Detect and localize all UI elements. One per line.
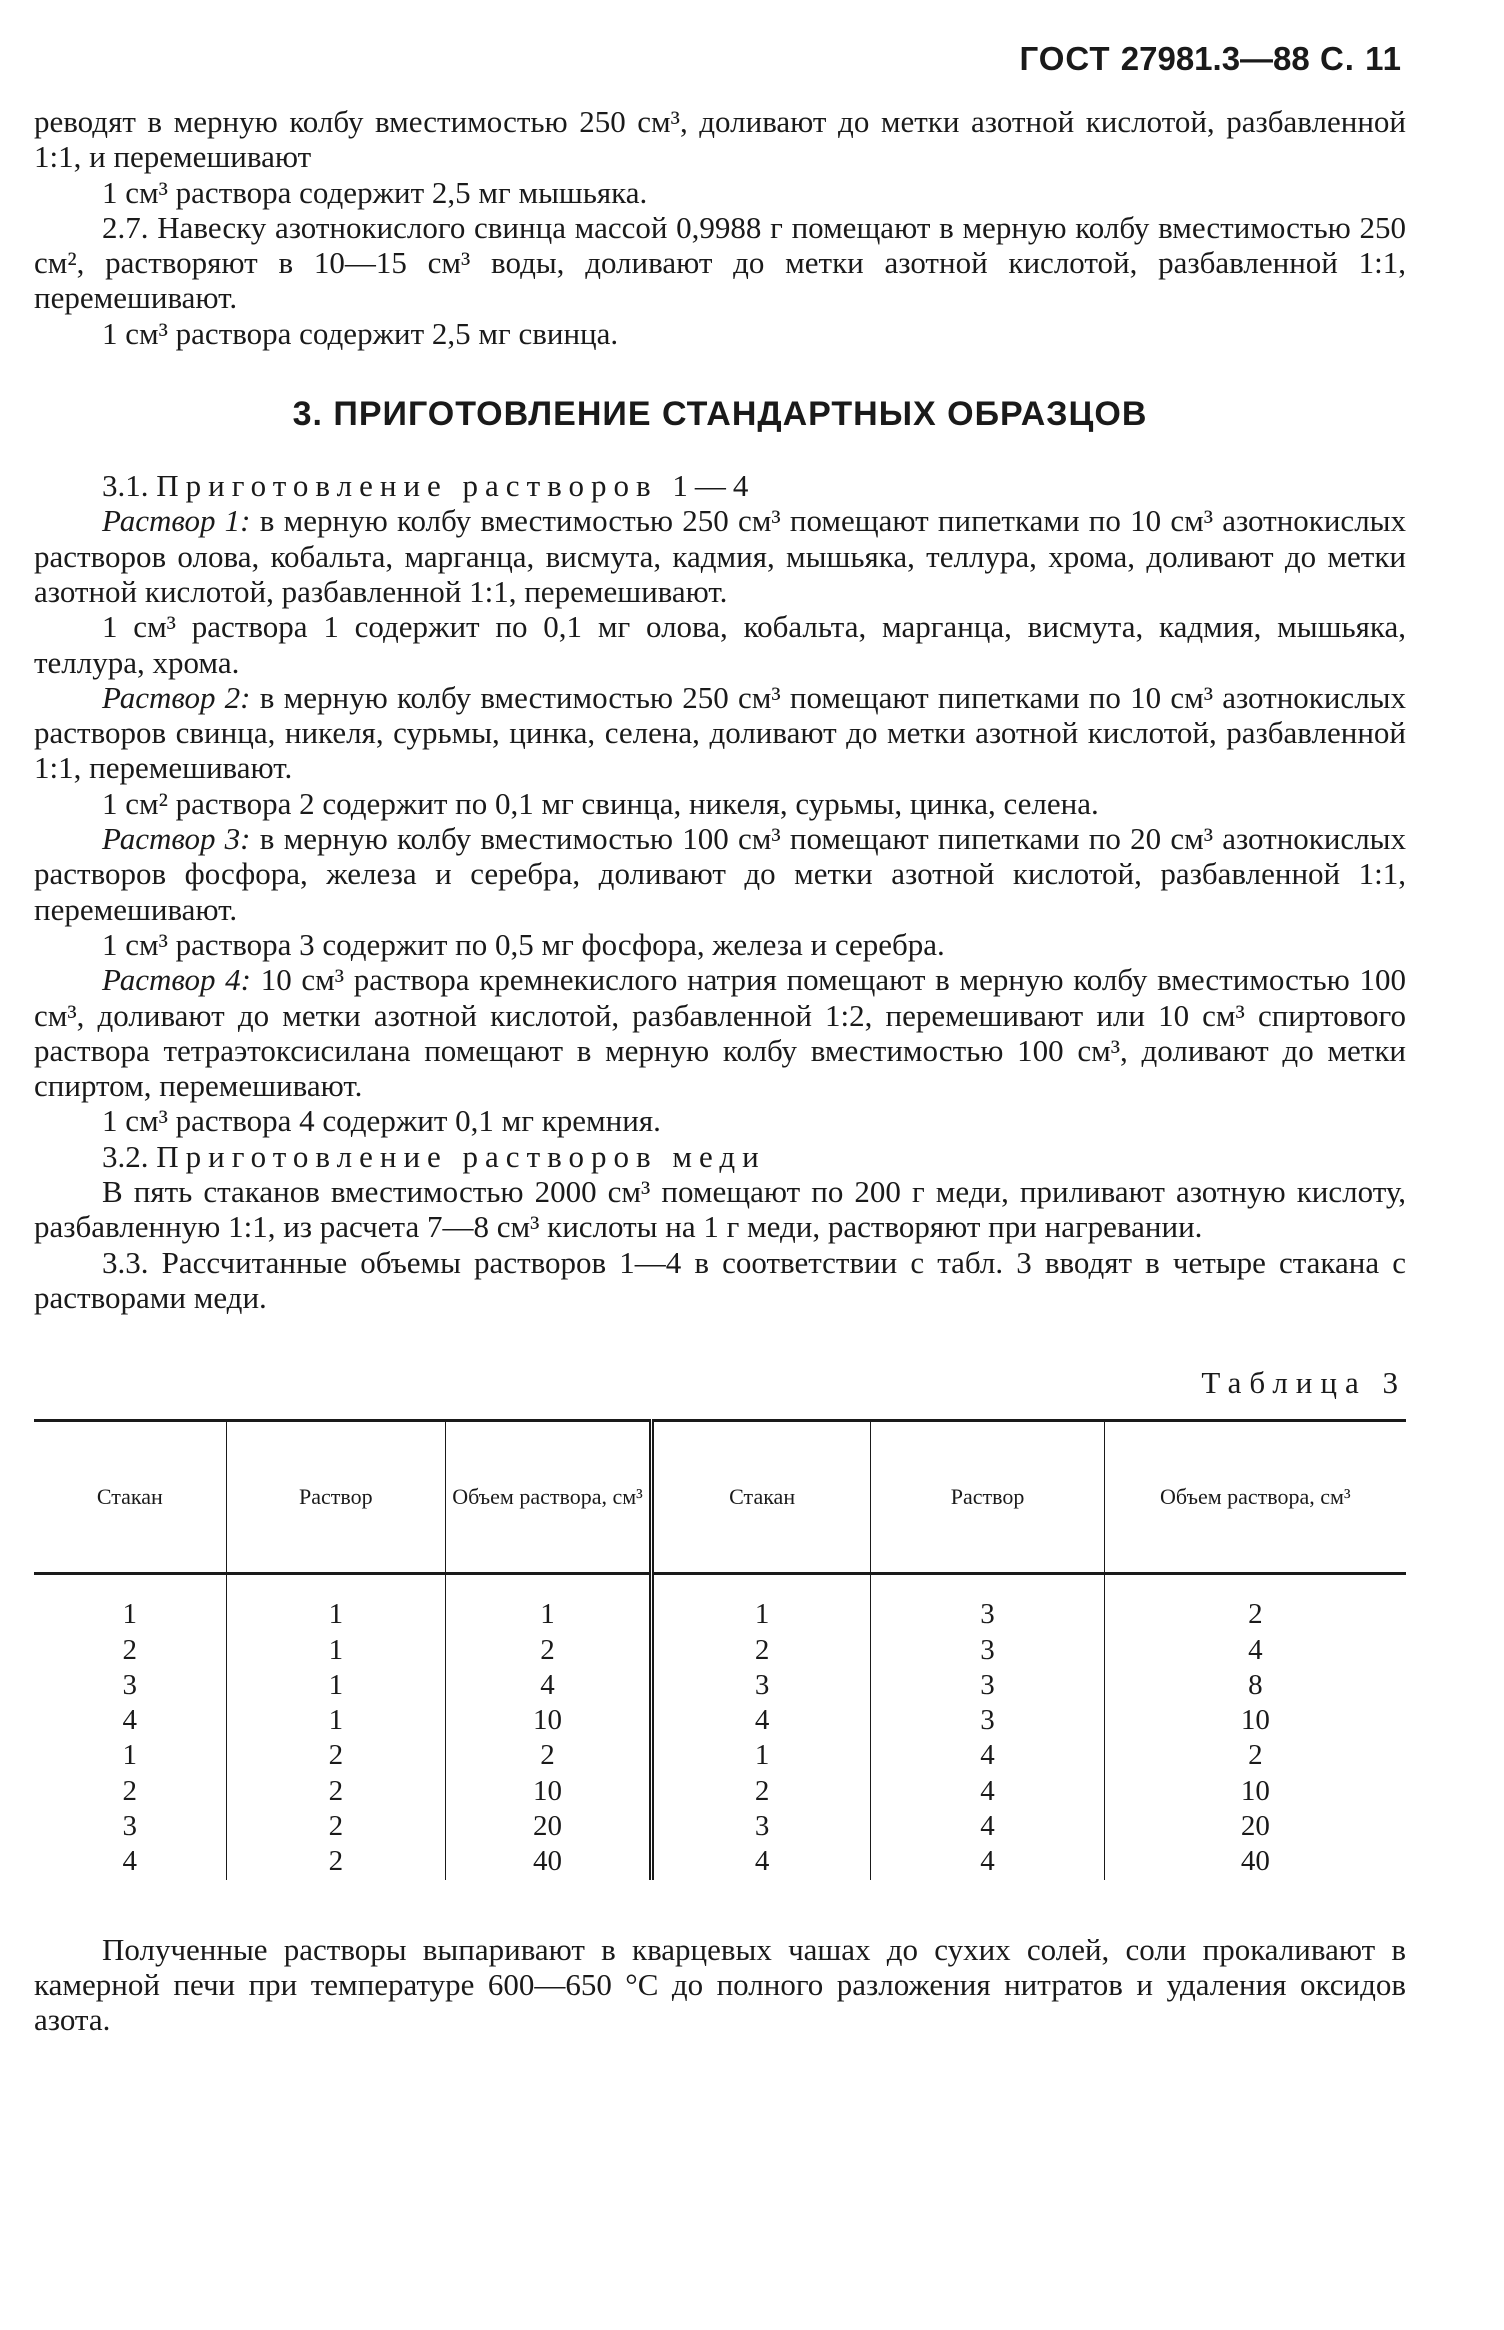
table-cell: 10: [446, 1703, 652, 1738]
closing-paragraph: Полученные растворы выпаривают в кварцевых чашах до сухих солей, соли прокаливают в камерной печи при температуре 600—650 °С до полного разложения нитратов и удаления оксидов азота.: [34, 1931, 1406, 2038]
table-cell: 2: [226, 1738, 446, 1773]
table-cell: 4: [1104, 1633, 1406, 1668]
standard-number: 27981.3—88: [1120, 40, 1310, 77]
solution-3-paragraph: [34, 821, 1406, 927]
table-cell: 3: [871, 1703, 1104, 1738]
table-row: [34, 1668, 1406, 1703]
table-cell: 3: [871, 1574, 1104, 1633]
table-cell: 3: [871, 1633, 1104, 1668]
table-cell: 10: [1104, 1774, 1406, 1809]
table-row: [34, 1844, 1406, 1879]
table-cell: 4: [871, 1738, 1104, 1773]
solution-label: Раствор 1:: [102, 503, 251, 539]
table-cell: 3: [871, 1668, 1104, 1703]
solution-4-content: 1 см³ раствора 4 содержит 0,1 мг кремния.: [102, 1103, 661, 1139]
table-cell: 4: [651, 1703, 871, 1738]
table-cell: 4: [651, 1844, 871, 1879]
table-cell: 1: [446, 1574, 652, 1633]
solution-2-paragraph: [34, 680, 1406, 786]
table-cell: 4: [122, 1704, 138, 1737]
solution-text: в мерную колбу вместимостью 250 см³ помещают пипетками по 10 см³ азотнокислых растворов свинца, никеля, сурьмы, цинка, селена, доливают до метки азотной кислотой, разбавленной 1:1, перемешивают.: [34, 679, 1406, 786]
paragraph: 1 см³ раствора содержит 2,5 мг мышьяка.: [102, 174, 648, 210]
table-cell: 1: [226, 1703, 446, 1738]
table-cell: 2: [122, 1633, 138, 1666]
paragraph: реводят в мерную колбу вместимостью 250 см³, доливают до метки азотной кислотой, разбавленной 1:1, и перемешивают: [34, 104, 1406, 175]
standard-title: ГОСТ: [1019, 40, 1111, 77]
solution-text: в мерную колбу вместимостью 250 см³ помещают пипетками по 10 см³ азотнокислых растворов олова, кобальта, марганца, висмута, кадмия, мышьяка, теллура, хрома, доливают до метки азотной кислотой, разбавленной 1:1, перемешивают.: [34, 503, 1406, 609]
table-row: [34, 1809, 1406, 1844]
table-cell: 4: [871, 1774, 1104, 1809]
paragraph: 1 см³ раствора содержит 2,5 мг свинца.: [102, 315, 619, 351]
table-cell: 1: [226, 1633, 446, 1668]
solution-1-paragraph: [34, 503, 1406, 609]
table-cell: 2: [651, 1774, 871, 1809]
solution-4-paragraph: [34, 962, 1406, 1103]
page-header: [34, 40, 1406, 78]
table-cell: 20: [1104, 1809, 1406, 1844]
table-cell: 3: [651, 1668, 871, 1703]
col-header-solution: Раствор: [871, 1421, 1104, 1574]
table-cell: 4: [871, 1844, 1104, 1879]
solution-label: Раствор 2:: [102, 679, 251, 715]
table-cell: 40: [1104, 1844, 1406, 1879]
section-title: 3. ПРИГОТОВЛЕНИЕ СТАНДАРТНЫХ ОБРАЗЦОВ: [292, 395, 1148, 434]
document-page: [34, 40, 1406, 2037]
col-header-volume: Объем раствора, см³: [446, 1421, 652, 1574]
col-header-glass: Стакан: [651, 1421, 871, 1574]
table-cell: 40: [446, 1844, 652, 1879]
page-number: С. 11: [1319, 40, 1402, 77]
table-cell: 8: [1104, 1668, 1406, 1703]
table-cell: 2: [446, 1633, 652, 1668]
table-cell: 2: [446, 1738, 652, 1773]
table-3: [34, 1419, 1406, 1879]
table-cell: 2: [226, 1844, 446, 1879]
col-header-solution: Раствор: [226, 1421, 446, 1574]
table-cell: 10: [446, 1774, 652, 1809]
subsection-title: Приготовление растворов меди: [156, 1138, 766, 1174]
table-cell: 1: [651, 1738, 871, 1773]
table-row: [34, 1633, 1406, 1668]
table-cell: 4: [446, 1668, 652, 1703]
col-header-volume: Объем раствора, см³: [1104, 1421, 1406, 1574]
solution-1-content: 1 см³ раствора 1 содержит по 0,1 мг олова, кобальта, марганца, висмута, кадмия, мышьяка, теллура, хрома.: [34, 609, 1406, 680]
table-header-row: [34, 1421, 1406, 1574]
subsection-number: 3.2.: [102, 1138, 149, 1174]
paragraph: 2.7. Навеску азотнокислого свинца массой 0,9988 г помещают в мерную колбу вместимостью 250 см², растворяют в 10—15 см³ воды, доливают до метки азотной кислотой, разбавленной 1:1, перемешивают.: [34, 209, 1406, 316]
table-cell: 4: [871, 1809, 1104, 1844]
table-row: [34, 1738, 1406, 1773]
solution-2-content: 1 см² раствора 2 содержит по 0,1 мг свинца, никеля, сурьмы, цинка, селена.: [102, 785, 1099, 821]
table-cell: 1: [122, 1739, 138, 1772]
solution-3-content: 1 см³ раствора 3 содержит по 0,5 мг фосфора, железа и серебра.: [102, 926, 945, 962]
table-cell: 2: [122, 1774, 138, 1807]
table-cell: 2: [1104, 1738, 1406, 1773]
subsection-title: Приготовление растворов 1—4: [156, 468, 756, 504]
table-cell: 2: [226, 1774, 446, 1809]
table-cell: 1: [122, 1598, 138, 1631]
table-row: [34, 1574, 1406, 1633]
table-cell: 10: [1104, 1703, 1406, 1738]
col-header-glass: Стакан: [34, 1421, 226, 1574]
table-row: [34, 1774, 1406, 1809]
subsection-heading: [34, 468, 1406, 503]
solution-label: Раствор 3:: [102, 821, 251, 857]
copper-solutions-paragraph: В пять стаканов вместимостью 2000 см³ помещают по 200 г меди, приливают азотную кислоту, разбавленную 1:1, из расчета 7—8 см³ кислоты на 1 г меди, растворяют при нагревании.: [34, 1174, 1406, 1245]
table-cell: 4: [122, 1845, 138, 1878]
subsection-heading: [34, 1139, 1406, 1174]
solution-text: в мерную колбу вместимостью 100 см³ помещают пипетками по 20 см³ азотнокислых растворов фосфора, железа и серебра, доливают до метки азотной кислотой, разбавленной 1:1, перемешивают.: [34, 821, 1406, 927]
table-cell: 1: [226, 1574, 446, 1633]
table-cell: 2: [226, 1809, 446, 1844]
solution-text: 10 см³ раствора кремнекислого натрия помещают в мерную колбу вместимостью 100 см³, доливают до метки азотной кислотой, разбавленной 1:2, перемешивают или 10 см³ спиртового раствора тетраэтоксисилана помещают в мерную колбу вместимостью 100 см³, доливают до метки спиртом, перемешивают.: [34, 962, 1406, 1104]
solution-label: Раствор 4:: [102, 962, 251, 998]
table-cell: 3: [651, 1809, 871, 1844]
subsection-number: 3.1.: [102, 468, 149, 504]
volumes-paragraph: 3.3. Рассчитанные объемы растворов 1—4 в соответствии с табл. 3 вводят в четыре стакана с растворами меди.: [34, 1244, 1406, 1315]
table-cell: 2: [1104, 1574, 1406, 1633]
table-cell: 20: [446, 1809, 652, 1844]
table-cell: 2: [651, 1633, 871, 1668]
table-row: [34, 1703, 1406, 1738]
table-cell: 3: [122, 1809, 138, 1842]
table-caption: Таблица 3: [1201, 1365, 1406, 1401]
table-cell: 3: [122, 1668, 138, 1701]
table-cell: 1: [651, 1574, 871, 1633]
table-cell: 1: [226, 1668, 446, 1703]
